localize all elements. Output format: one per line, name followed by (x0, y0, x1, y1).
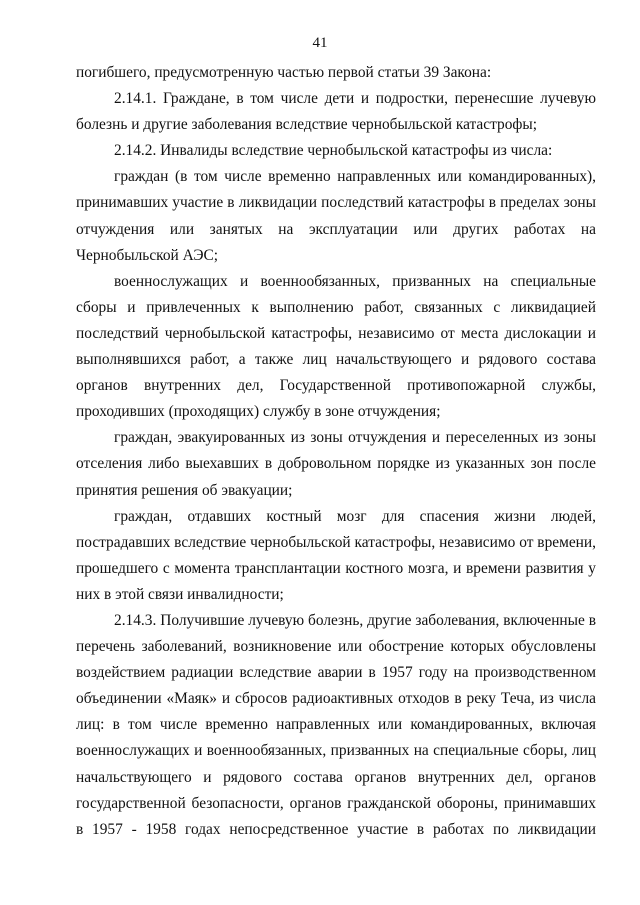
document-body (76, 60, 596, 843)
paragraph-continuation: погибшего, предусмотренную частью первой статьи 39 Закона: (76, 64, 492, 81)
paragraph-2-14-1: 2.14.1. Граждане, в том числе дети и подростки, перенесшие лучевую болезнь и другие заболевания вследствие чернобыльской катастрофы; (76, 90, 596, 134)
paragraph-evacuated-citizens: граждан, эвакуированных из зоны отчуждения и переселенных из зоны отселения либо выехавших в добровольном порядке из указанных зон после принятия решения об эвакуации; (76, 429, 596, 499)
paragraph-2-14-2: 2.14.2. Инвалиды вследствие чернобыльской катастрофы из числа: (114, 142, 553, 160)
paragraph-citizens-liquidation: граждан (в том числе временно направленных или командированных), принимавших участие в ликвидации последствий катастрофы в пределах зоны отчуждения или занятых на эксплуатации или других работах на Чернобыльской АЭС; (76, 168, 596, 264)
paragraph-military-personnel: военнослужащих и военнообязанных, призванных на специальные сборы и привлеченных к выполнению работ, связанных с ликвидацией последствий чернобыльской катастрофы, независимо от места дислокации и выполнявшихся работ, а также лиц начальствующего и рядового состава органов внутренних дел, Государственной противопожарной службы, проходивших (проходящих) службу в зоне отчуждения; (76, 272, 596, 421)
paragraph-2-14-3: 2.14.3. Получившие лучевую болезнь, другие заболевания, включенные в перечень заболеваний, возникновение или обострение которых обусловлены воздействием радиации вследствие аварии в 1957 году на производственном объединении «Маяк» и сбросов радиоактивных отходов в реку Теча, из числа лиц: в том числе временно направленных или командированных, включая военнослужащих и военнообязанных, призванных на специальные сборы, лиц начальствующего и рядового состава органов внутренних дел, органов государственной безопасности, органов гражданской обороны, принимавших в 1957 - 1958 годах непосредственное участие в работах по ликвидации (76, 611, 596, 838)
page-number: 41 (312, 35, 328, 51)
paragraph-bone-marrow-donors: граждан, отдавших костный мозг для спасения жизни людей, пострадавших вследствие чернобыльской катастрофы, независимо от времени, прошедшего с момента трансплантации костного мозга, и времени развития у них в этой связи инвалидности; (76, 507, 596, 603)
